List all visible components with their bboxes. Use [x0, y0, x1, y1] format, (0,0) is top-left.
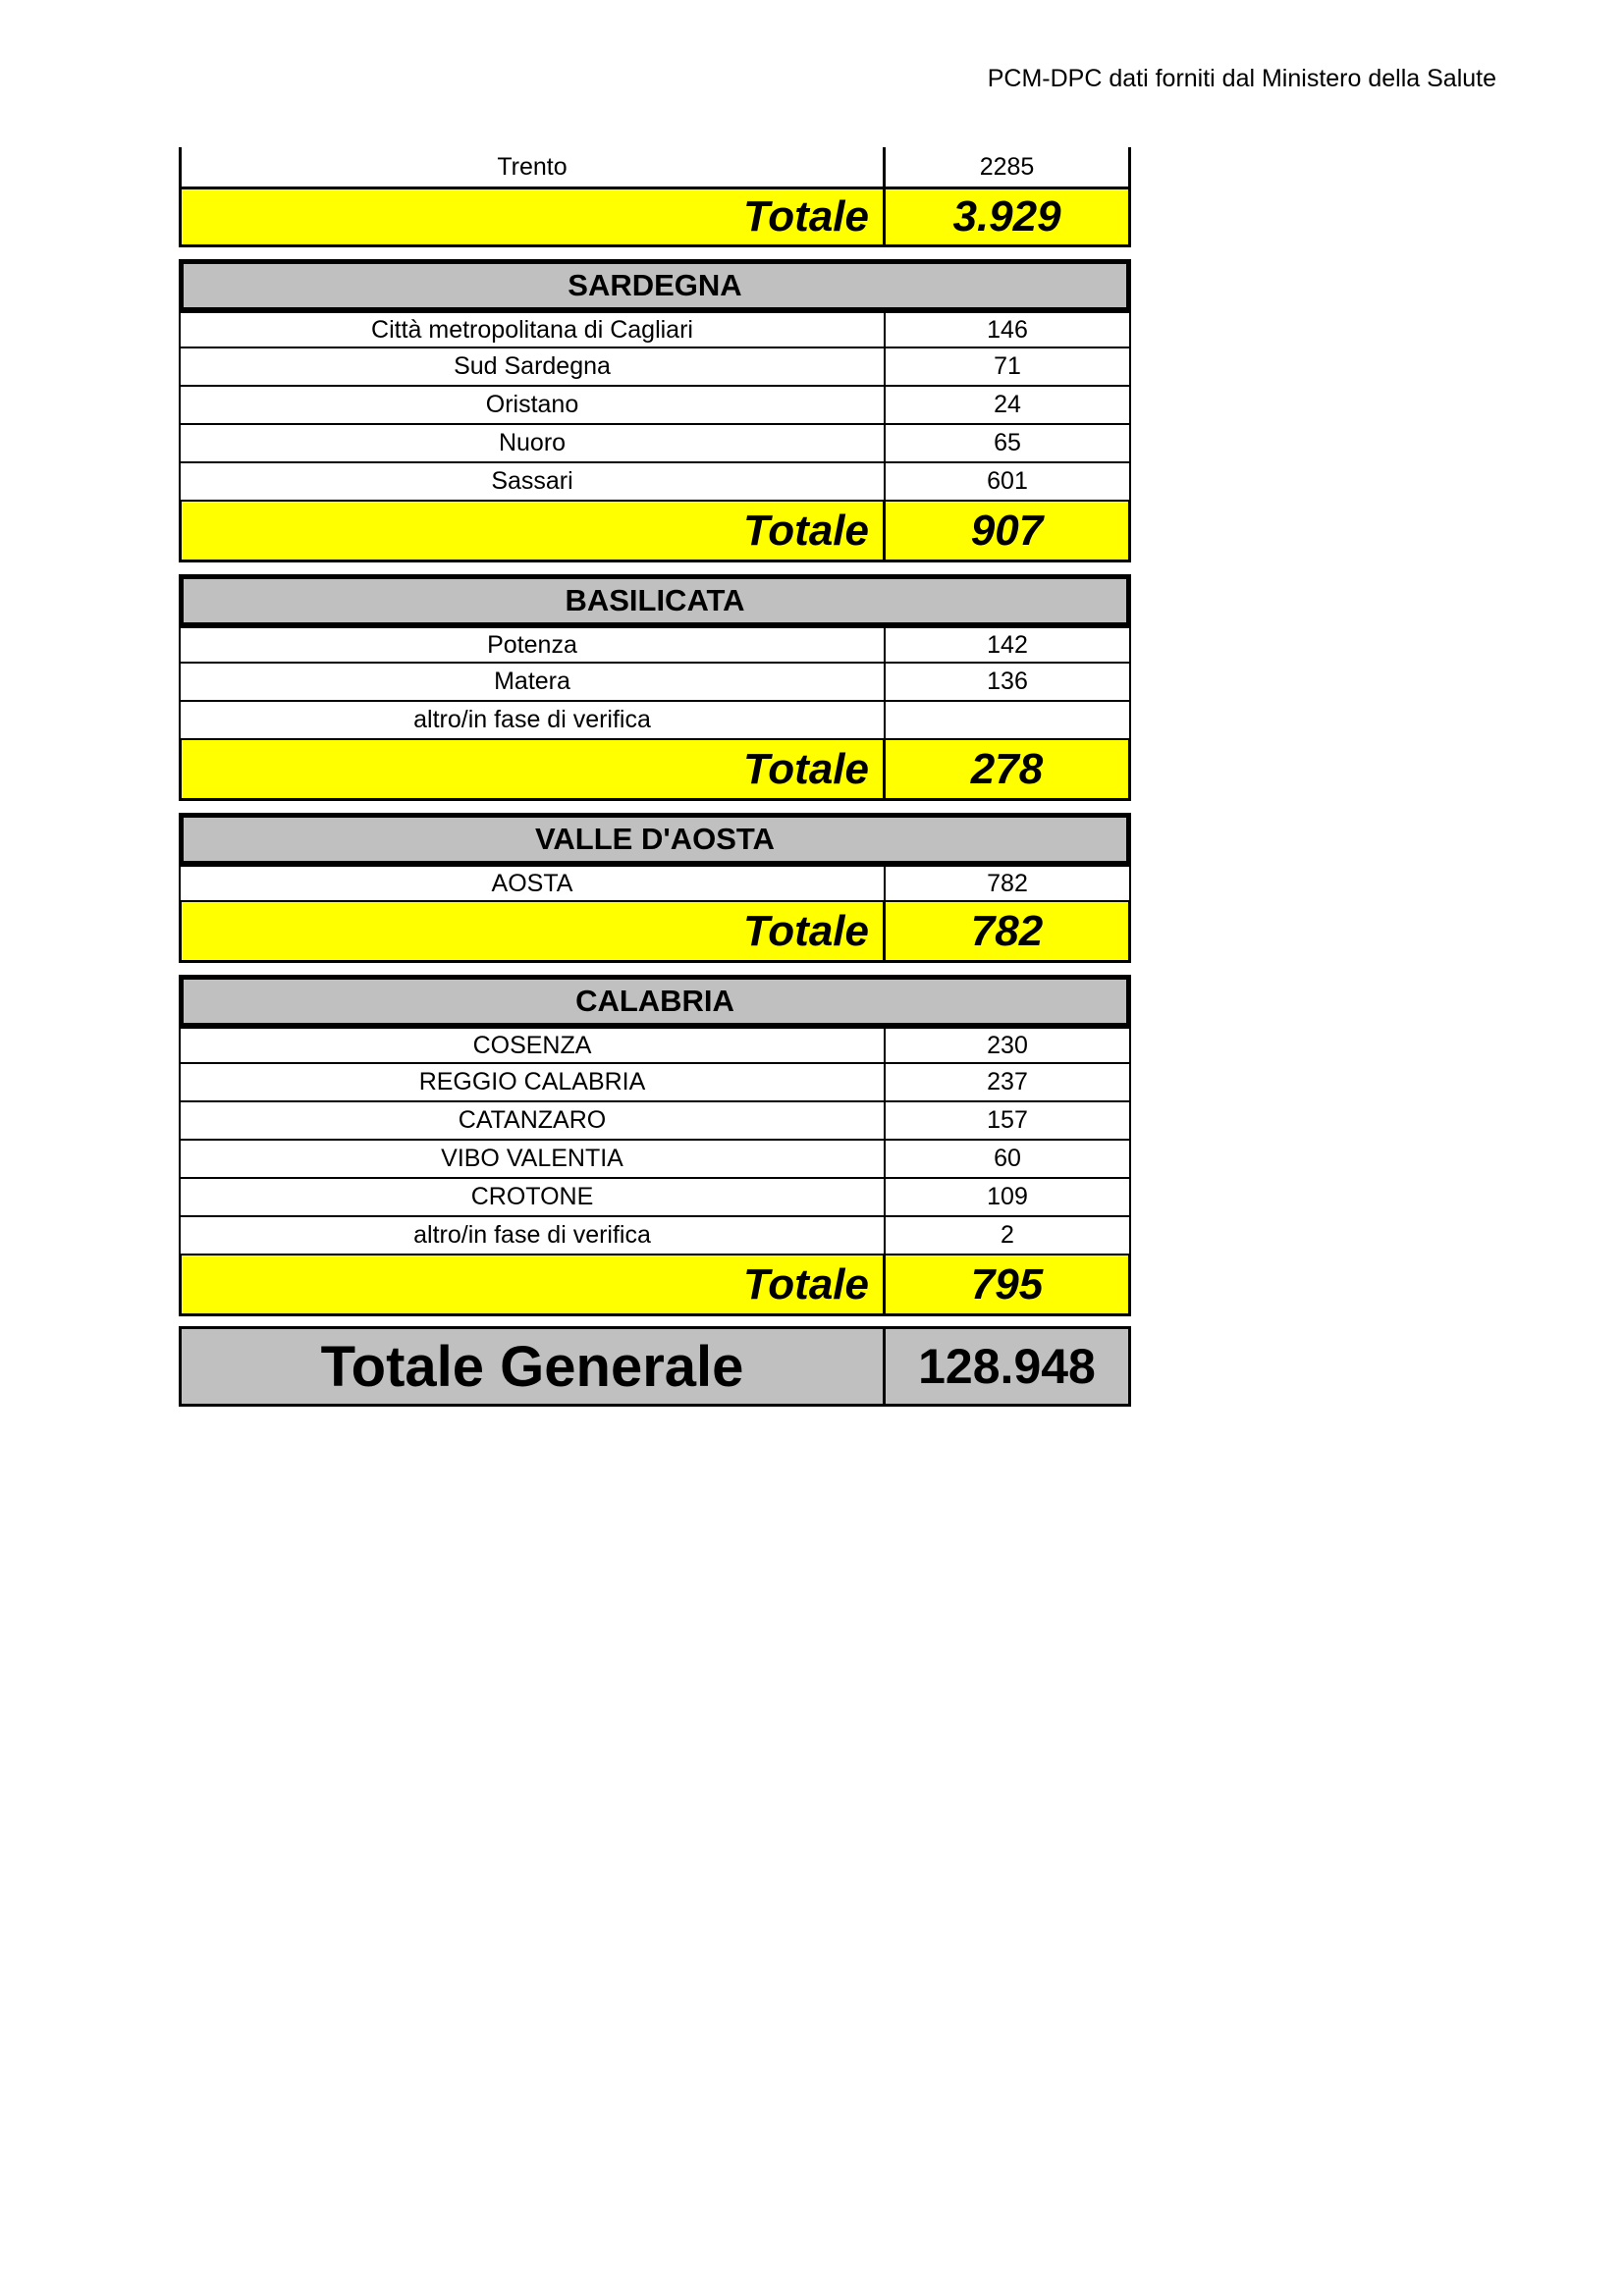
table-row	[179, 625, 1131, 664]
province-name: altro/in fase di verifica	[179, 702, 886, 740]
province-value: 230	[886, 1026, 1131, 1064]
total-row	[179, 187, 1131, 247]
province-name: Città metropolitana di Cagliari	[179, 310, 886, 348]
total-row	[179, 902, 1131, 963]
total-value: 782	[886, 902, 1131, 963]
province-name: Sud Sardegna	[179, 348, 886, 387]
province-name: Potenza	[179, 625, 886, 664]
table-row	[179, 348, 1131, 387]
region-title: SARDEGNA	[568, 268, 742, 302]
total-row	[179, 502, 1131, 562]
table-row	[179, 387, 1131, 425]
province-value	[886, 702, 1131, 740]
province-name: Trento	[179, 147, 886, 187]
cases-table	[179, 147, 1131, 1407]
region-header-calabria	[179, 975, 1131, 1026]
province-name: AOSTA	[179, 864, 886, 902]
total-label: Totale	[179, 502, 886, 562]
province-value: 2285	[886, 147, 1131, 187]
grand-total-label: Totale Generale	[179, 1326, 886, 1407]
table-row	[179, 1026, 1131, 1064]
region-title: BASILICATA	[565, 583, 745, 617]
province-name: VIBO VALENTIA	[179, 1141, 886, 1179]
province-name: Sassari	[179, 463, 886, 502]
total-label: Totale	[179, 1255, 886, 1316]
total-value: 3.929	[886, 187, 1131, 247]
table-row	[179, 864, 1131, 902]
province-value: 65	[886, 425, 1131, 463]
table-row	[179, 664, 1131, 702]
table-row	[179, 425, 1131, 463]
province-value: 146	[886, 310, 1131, 348]
province-name: CROTONE	[179, 1179, 886, 1217]
province-value: 71	[886, 348, 1131, 387]
province-value: 601	[886, 463, 1131, 502]
province-name: Oristano	[179, 387, 886, 425]
table-row	[179, 310, 1131, 348]
region-header-valle-daosta	[179, 813, 1131, 864]
total-value: 278	[886, 740, 1131, 801]
province-value: 142	[886, 625, 1131, 664]
table-row	[179, 147, 1131, 187]
total-value: 907	[886, 502, 1131, 562]
region-title: CALABRIA	[575, 984, 734, 1018]
province-name: Nuoro	[179, 425, 886, 463]
province-name: CATANZARO	[179, 1102, 886, 1141]
province-name: REGGIO CALABRIA	[179, 1064, 886, 1102]
region-header-basilicata	[179, 574, 1131, 625]
total-row	[179, 1255, 1131, 1316]
table-row	[179, 1102, 1131, 1141]
province-value: 24	[886, 387, 1131, 425]
table-row	[179, 1217, 1131, 1255]
region-header-sardegna	[179, 259, 1131, 310]
grand-total-row	[179, 1326, 1131, 1407]
province-value: 157	[886, 1102, 1131, 1141]
province-name: altro/in fase di verifica	[179, 1217, 886, 1255]
province-name: Matera	[179, 664, 886, 702]
total-label: Totale	[179, 187, 886, 247]
table-row	[179, 1141, 1131, 1179]
total-label: Totale	[179, 902, 886, 963]
province-value: 237	[886, 1064, 1131, 1102]
province-name: COSENZA	[179, 1026, 886, 1064]
table-row	[179, 463, 1131, 502]
total-row	[179, 740, 1131, 801]
table-row	[179, 1064, 1131, 1102]
page-header: PCM-DPC dati forniti dal Ministero della Salute	[987, 65, 1496, 92]
table-row	[179, 702, 1131, 740]
grand-total-value: 128.948	[886, 1326, 1131, 1407]
province-value: 2	[886, 1217, 1131, 1255]
region-title: VALLE D'AOSTA	[535, 822, 775, 856]
province-value: 136	[886, 664, 1131, 702]
province-value: 109	[886, 1179, 1131, 1217]
total-value: 795	[886, 1255, 1131, 1316]
province-value: 782	[886, 864, 1131, 902]
province-value: 60	[886, 1141, 1131, 1179]
table-row	[179, 1179, 1131, 1217]
total-label: Totale	[179, 740, 886, 801]
